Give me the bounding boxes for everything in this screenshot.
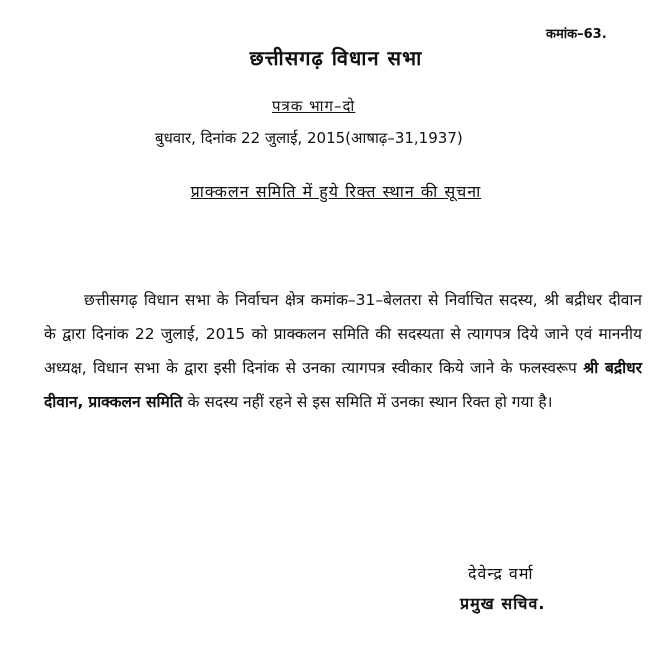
signatory-designation: प्रमुख सचिव. [460,594,546,613]
committee-name: प्राक्कलन समिति [88,393,183,411]
notice-subject: प्राक्कलन समिति में हुये रिक्त स्थान की सूचना [190,182,482,201]
notice-body [44,283,642,419]
assembly-title: छत्तीसगढ़ विधान सभा [249,46,423,70]
signatory-name: देवेन्द्र वर्मा [468,564,534,583]
member-name: श्री बद्रीधर दीवान, [44,359,643,411]
date-line: बुधवार, दिनांक 22 जुलाई, 2015(आषाढ़–31,1937) [155,129,463,147]
serial-number: कमांक–63. [546,27,607,42]
bulletin-part: पत्रक भाग–दो [272,97,356,115]
body-text-part2: के सदस्य नहीं रहने से इस समिति में उनका स्थान रिक्त हो गया है। [182,393,553,411]
body-text-part1: छत्तीसगढ़ विधान सभा के निर्वाचन क्षेत्र कमांक–31–बेलतरा से निर्वाचित सदस्य, श्री बद्रीधर दीवान के द्वारा दिनांक 22 जुलाई, 2015 को प्राक्कलन समिति की सदस्यता से त्यागपत्र दिये जाने एवं माननीय अध्यक्ष, विधान सभा के द्वारा इसी दिनांक से उनका त्यागपत्र स्वीकार किये जाने के फलस्वरूप [44,291,642,377]
